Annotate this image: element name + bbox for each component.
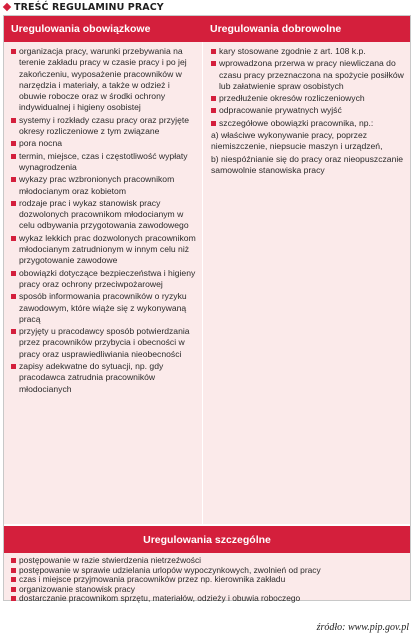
square-bullet-icon: [11, 294, 16, 299]
square-bullet-icon: [11, 154, 16, 159]
list-item: systemy i rozkłady czasu pracy oraz przyjęte okresy rozliczeniowe z tym związane: [11, 115, 198, 138]
list-item: szczegółowe obowiązki pracownika, np.:: [211, 118, 405, 129]
list-item: przedłużenie okresów rozliczeniowych: [211, 93, 405, 104]
list-item: postępowanie w razie stwierdzenia nietrzeźwości: [11, 556, 404, 566]
list-item: organizacja pracy, warunki przebywania na terenie zakładu pracy w czasie pracy i po jej zakończeniu, wyposażenie pracowników w narzędzia i materiały, a także w odzież i obuwie robocze oraz w środki ochrony indywidualnej i higieny osobistej: [11, 46, 198, 114]
list-item: pora nocna: [11, 138, 198, 149]
list-item: termin, miejsce, czas i częstotliwość wypłaty wynagrodzenia: [11, 151, 198, 174]
square-bullet-icon: [211, 61, 216, 66]
square-bullet-icon: [11, 558, 16, 563]
list-item: sposób informowania pracowników o ryzyku zawodowym, które wiąże się z wykonywaną pracą: [11, 291, 198, 325]
page-title-text: TREŚĆ REGULAMINU PRACY: [14, 1, 164, 13]
mandatory-list: [4, 42, 203, 524]
square-bullet-icon: [11, 177, 16, 182]
mandatory-column-header: Uregulowania obowiązkowe: [4, 16, 203, 42]
square-bullet-icon: [11, 201, 16, 206]
list-item: czas i miejsce przyjmowania pracowników przez np. kierownika zakładu: [11, 575, 404, 585]
list-item: wprowadzona przerwa w pracy niewliczana do czasu pracy przeznaczona na spożycie posiłków lub załatwienie spraw osobistych: [211, 58, 405, 92]
list-item: postępowanie w sprawie udzielania urlopów wypoczynkowych, zwolnień od pracy: [11, 566, 404, 576]
page-title: [4, 1, 164, 13]
square-bullet-icon: [11, 596, 16, 601]
square-bullet-icon: [11, 329, 16, 334]
voluntary-column-header: Uregulowania dobrowolne: [203, 16, 410, 42]
special-section-header: Uregulowania szczególne: [4, 526, 410, 553]
square-bullet-icon: [11, 141, 16, 146]
voluntary-list: [203, 42, 410, 524]
source-credit: źródło: www.pip.gov.pl: [316, 622, 409, 633]
square-bullet-icon: [11, 118, 16, 123]
square-bullet-icon: [11, 587, 16, 592]
list-item: wykazy prac wzbronionych pracownikom młodocianym oraz kobietom: [11, 174, 198, 197]
list-item: organizowanie stanowisk pracy: [11, 585, 404, 595]
square-bullet-icon: [11, 236, 16, 241]
list-item: dostarczanie pracownikom sprzętu, materiałów, odzieży i obuwia roboczego: [11, 594, 404, 604]
square-bullet-icon: [211, 108, 216, 113]
square-bullet-icon: [11, 577, 16, 582]
list-item: rodzaje prac i wykaz stanowisk pracy dozwolonych pracownikom młodocianym w celu odbywania przygotowania zawodowego: [11, 198, 198, 232]
list-item: kary stosowane zgodnie z art. 108 k.p.: [211, 46, 405, 57]
square-bullet-icon: [211, 49, 216, 54]
list-item: wykaz lekkich prac dozwolonych pracownikom młodocianym zatrudnionym w innym celu niż przygotowanie zawodowe: [11, 233, 198, 267]
sub-item: b) niespóźnianie się do pracy oraz nieopuszczanie samowolnie stanowiska pracy: [211, 153, 404, 175]
regulations-table: [3, 15, 411, 604]
list-item: odpracowanie prywatnych wyjść: [211, 105, 405, 116]
square-bullet-icon: [11, 364, 16, 369]
square-bullet-icon: [11, 568, 16, 573]
list-item: zapisy adekwatne do sytuacji, np. gdy pracodawca zatrudnia pracowników młodocianych: [11, 361, 198, 395]
square-bullet-icon: [211, 121, 216, 126]
special-list: [4, 553, 410, 604]
sub-item: a) właściwe wykonywanie pracy, poprzez niemiszczenie, niepsucie maszyn i urządzeń,: [211, 130, 383, 152]
square-bullet-icon: [11, 271, 16, 276]
square-bullet-icon: [211, 96, 216, 101]
diamond-bullet-icon: [3, 3, 11, 11]
list-item: przyjęty u pracodawcy sposób potwierdzania przez pracowników przybycia i obecności w pracy oraz usprawiedliwiania nieobecności: [11, 326, 198, 360]
list-item: obowiązki dotyczące bezpieczeństwa i higieny pracy oraz ochrony przeciwpożarowej: [11, 268, 198, 291]
square-bullet-icon: [11, 49, 16, 54]
